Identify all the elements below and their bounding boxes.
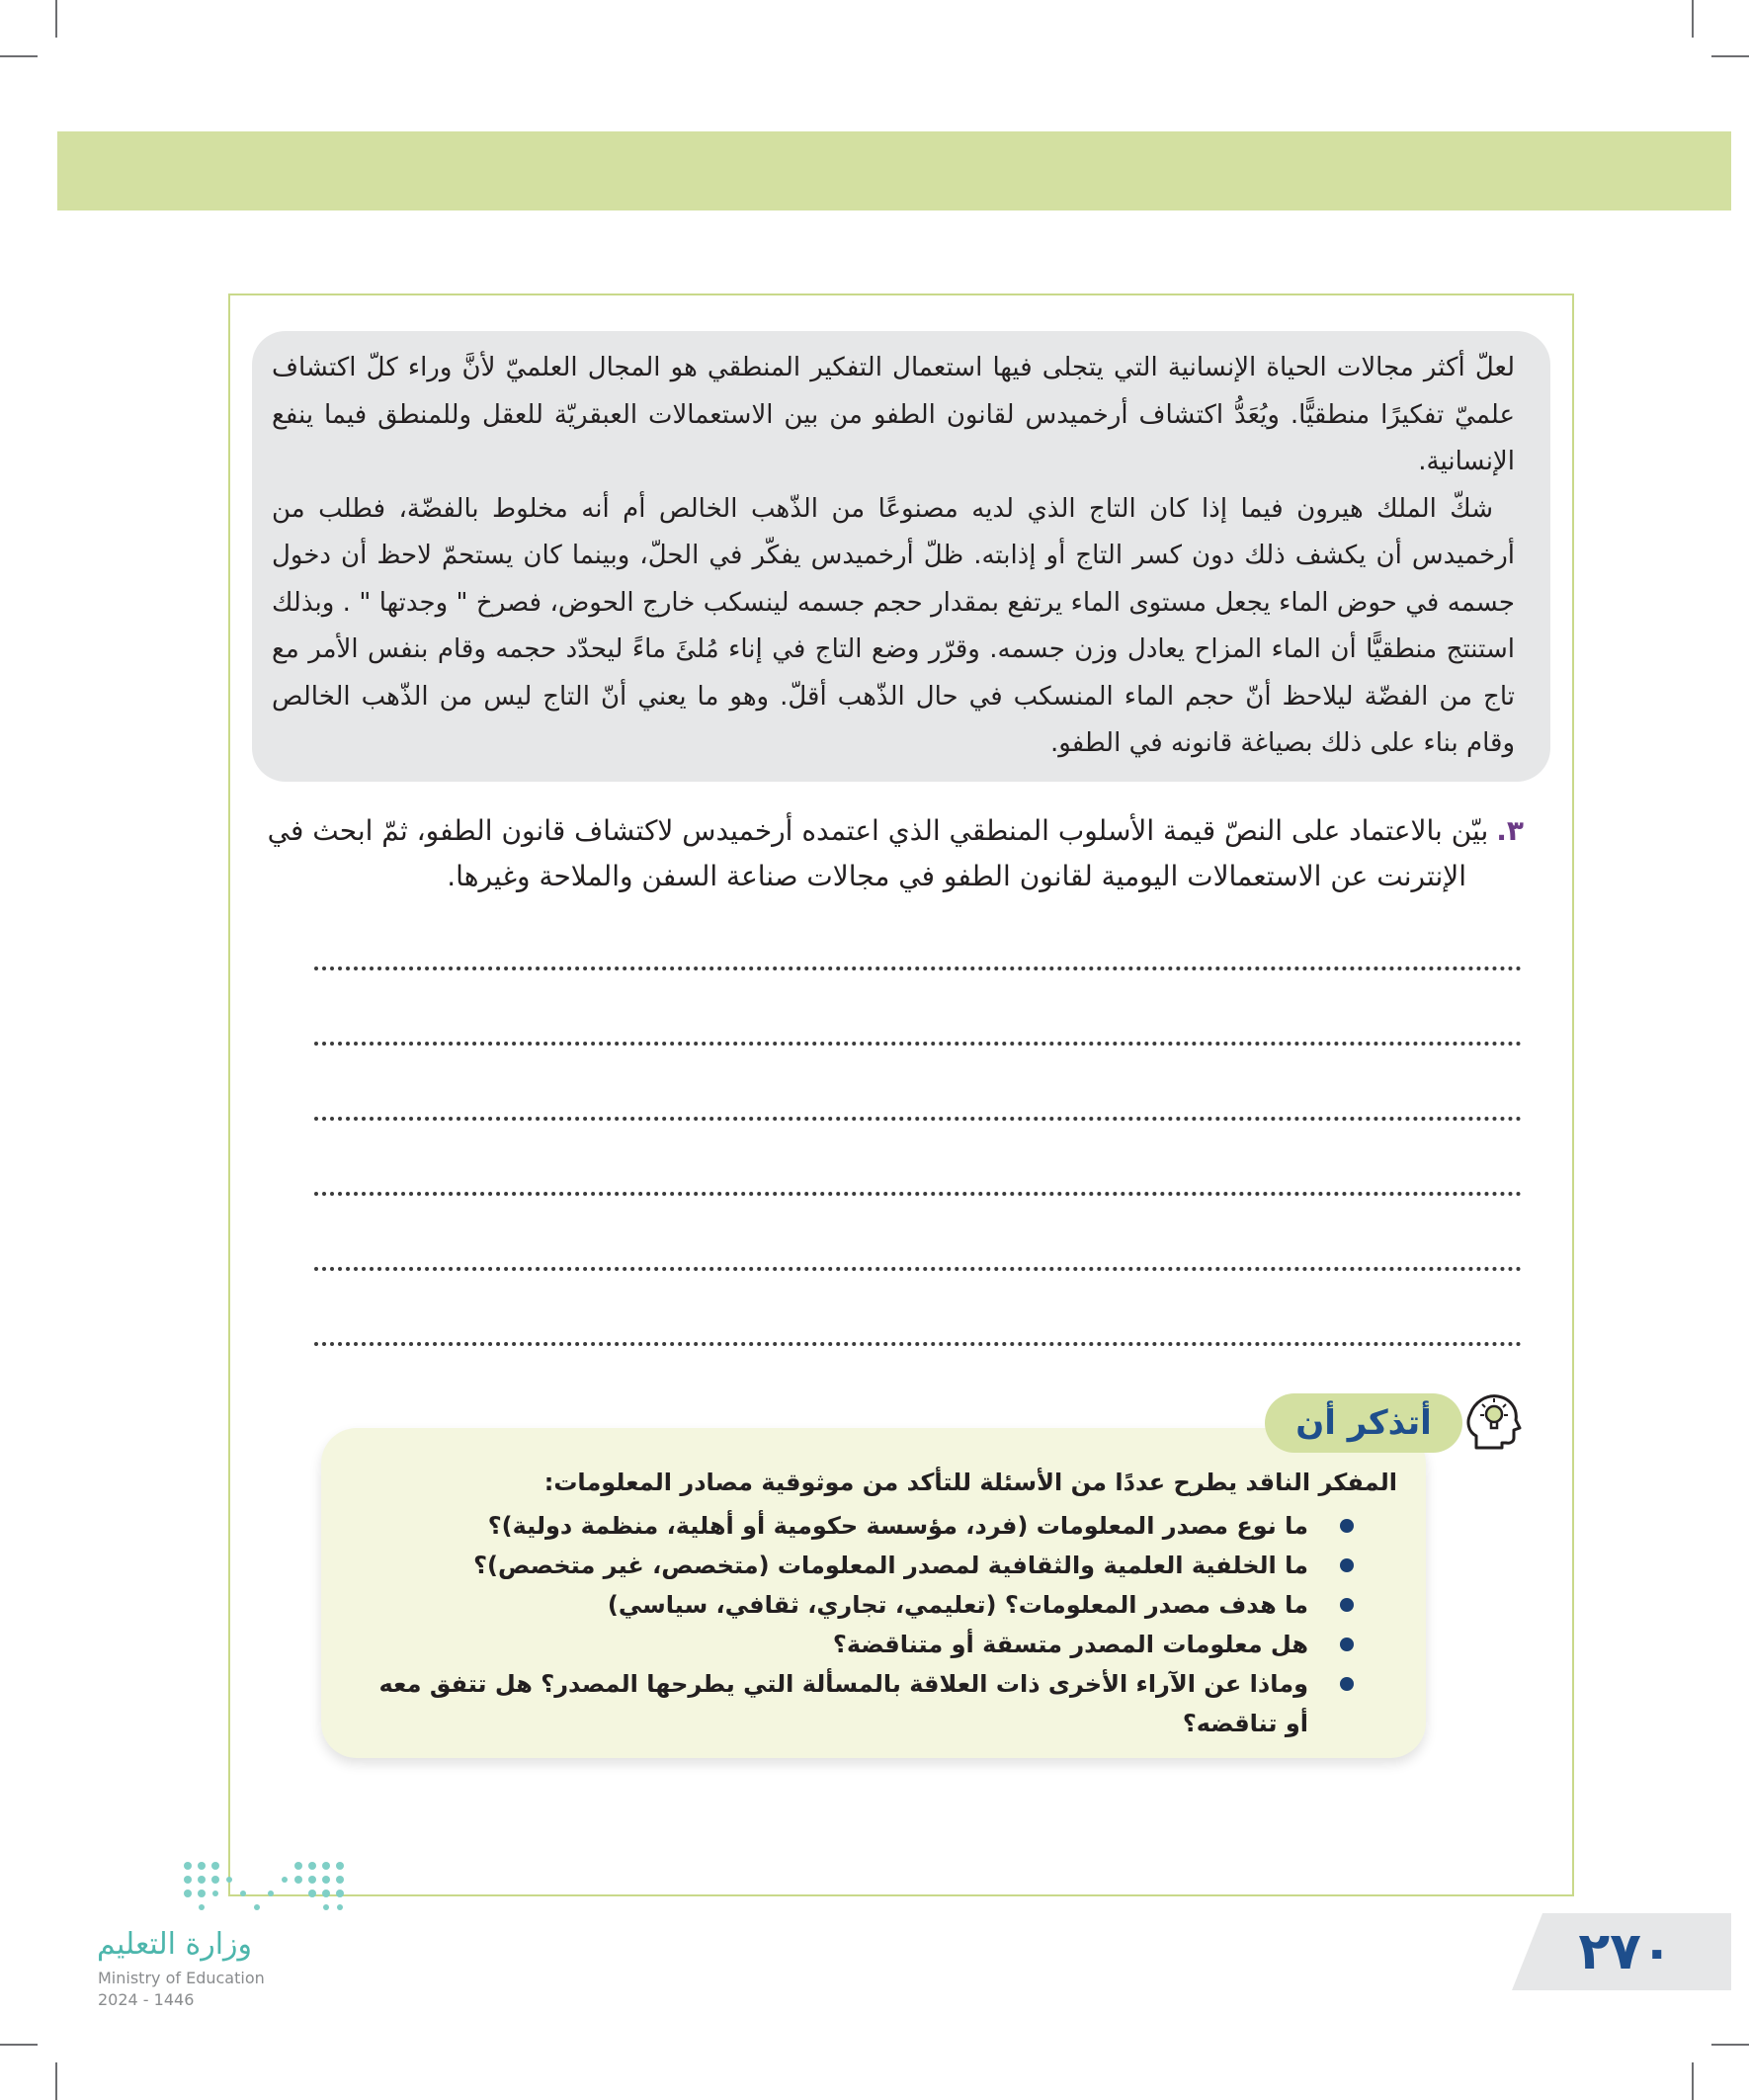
crop-mark: [1692, 2062, 1694, 2100]
crop-mark: [1711, 2044, 1749, 2046]
question-block: [249, 808, 1524, 899]
question-text-1: بيّن بالاعتماد على النصّ قيمة الأسلوب المنطقي الذي اعتمده أرخميدس لاكتشاف قانون الطفو، ثمّ ابحث في: [267, 814, 1489, 847]
answer-line[interactable]: [314, 1342, 1522, 1346]
answer-line[interactable]: [314, 1267, 1522, 1271]
header-band: [57, 131, 1731, 210]
page-number: ٢٧٠: [1578, 1922, 1673, 1981]
list-item: وماذا عن الآراء الأخرى ذات العلاقة بالمسألة التي يطرحها المصدر؟ هل تتفق معه أو تناقضه؟: [356, 1664, 1354, 1704]
list-item: هل معلومات المصدر متسقة أو متناقضة؟: [356, 1625, 1354, 1664]
ministry-name-english: Ministry of Education: [98, 1969, 265, 1987]
answer-line[interactable]: [314, 1117, 1522, 1121]
bullet-icon: [1340, 1558, 1354, 1572]
bullet-icon: [1340, 1638, 1354, 1651]
list-item: ما الخلفية العلمية والثقافية لمصدر المعلومات (متخصص، غير متخصص)؟: [356, 1546, 1354, 1585]
passage-paragraph-1: لعلّ أكثر مجالات الحياة الإنسانية التي يتجلى فيها استعمال التفكير المنطقي هو المجال العلميّ لأنَّ وراء كلّ اكتشاف علميّ تفكيرًا منطقيًّا. ويُعَدُّ اكتشاف أرخميدس لقانون الطفو من بين الاستعمالات العبقريّة للعقل وللمنطق فيما ينفع الإنسانية.: [272, 353, 1515, 476]
list-item: ما هدف مصدر المعلومات؟ (تعليمي، تجاري، ثقافي، سياسي): [356, 1585, 1354, 1625]
answer-line[interactable]: [314, 966, 1522, 970]
passage-paragraph-2: شكّ الملك هيرون فيما إذا كان التاج الذي لديه مصنوعًا من الذّهب الخالص أم أنه مخلوط بالفضّة، فطلب من أرخميدس أن يكشف ذلك دون كسر التاج أو إذابته. ظلّ أرخميدس يفكّر في الحلّ، وبينما كان يستحمّ لاحظ أن دخول جسمه في حوض الماء يجعل مستوى الماء يرتفع بمقدار حجم جسمه لينسكب خارج الحوض، فصرخ " وجدتها " . وبذلك استنتج منطقيًّا أن الماء المزاح يعادل وزن جسمه. وقرّر وضع التاج في إناء مُلئَ ماءً ليحدّد حجمه وقام بنفس الأمر مع تاج من الفضّة ليلاحظ أنّ حجم الماء المنسكب في حال الذّهب أقلّ. وهو ما يعني أنّ التاج ليس من الذّهب الخالص وقام بناء على ذلك بصياغة قانونه في الطفو.: [272, 493, 1515, 758]
bullet-icon: [1340, 1677, 1354, 1691]
crop-mark: [0, 2044, 38, 2046]
crop-mark: [0, 55, 38, 57]
bullet-icon: [1340, 1598, 1354, 1612]
answer-line[interactable]: [314, 1042, 1522, 1046]
crop-mark: [55, 2062, 57, 2100]
question-text-2: الإنترنت عن الاستعمالات اليومية لقانون الطفو في مجالات صناعة السفن والملاحة وغيرها.: [447, 860, 1466, 892]
answer-line[interactable]: [314, 1192, 1522, 1196]
remember-intro: المفكر الناقد يطرح عددًا من الأسئلة للتأكد من موثوقية مصادر المعلومات:: [543, 1469, 1397, 1496]
remember-list: [356, 1506, 1354, 1737]
crop-mark: [1692, 0, 1694, 38]
crop-mark: [55, 0, 57, 38]
crop-mark: [1711, 55, 1749, 57]
list-item: ما نوع مصدر المعلومات (فرد، مؤسسة حكومية أو أهلية، منظمة دولية)؟: [356, 1506, 1354, 1546]
question-number: ٣.: [1496, 814, 1524, 847]
bullet-icon: [1340, 1519, 1354, 1533]
idea-head-icon: [1462, 1388, 1522, 1456]
question-line-1: [249, 808, 1524, 854]
remember-title: أتذكر أن: [1265, 1393, 1462, 1453]
reading-passage: [252, 331, 1550, 782]
ministry-name-arabic: وزارة التعليم: [97, 1927, 253, 1962]
ministry-logo-icon: [180, 1858, 350, 1919]
ministry-year: 2024 - 1446: [98, 1990, 195, 2009]
